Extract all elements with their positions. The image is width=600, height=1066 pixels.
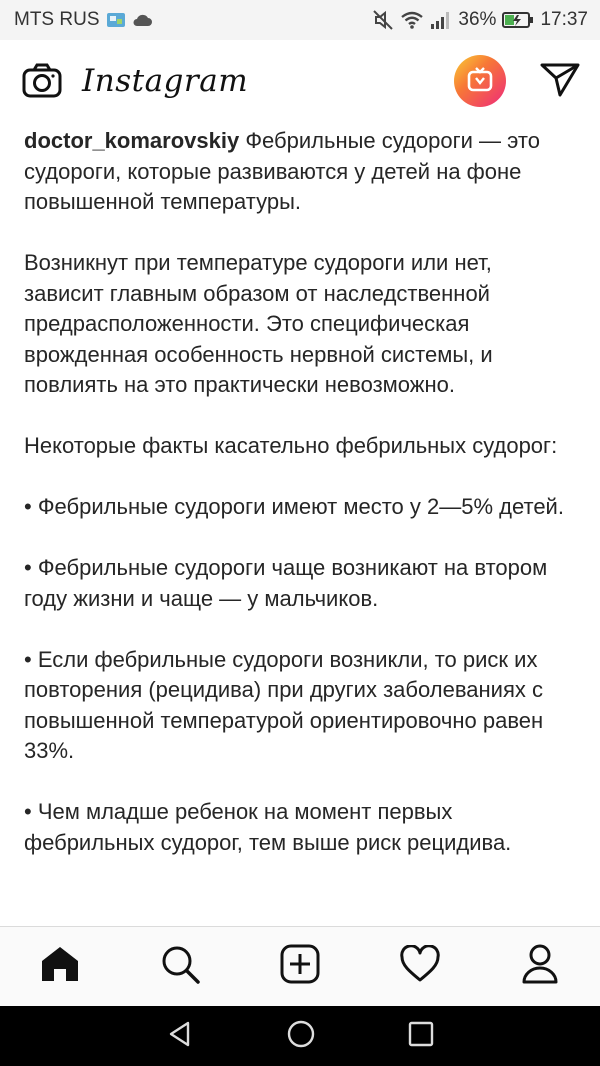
sim-app-icon bbox=[106, 11, 126, 29]
profile-icon bbox=[521, 944, 559, 989]
caption-paragraph: • Фебрильные судороги чаще возникают на втором году жизни и чаще — у мальчиков. bbox=[24, 555, 548, 611]
app-header bbox=[0, 40, 600, 122]
clock: 17:37 bbox=[540, 9, 588, 30]
camera-icon[interactable] bbox=[20, 59, 64, 103]
status-left bbox=[14, 9, 152, 31]
caption-intro bbox=[24, 126, 576, 218]
nav-home-button[interactable] bbox=[30, 937, 90, 997]
caption-paragraph: • Чем младше ребенок на момент первых фебрильных судорог, тем выше риск рецидива. bbox=[24, 799, 512, 855]
header-actions bbox=[454, 55, 580, 107]
caption-intro-text: Фебрильные судороги — это судороги, которые развиваются у детей на фоне повышенной температуры. bbox=[24, 128, 540, 214]
battery-percent: 36% bbox=[458, 9, 497, 30]
igtv-button[interactable] bbox=[454, 55, 506, 107]
system-nav-bar bbox=[0, 1006, 600, 1066]
wifi-icon bbox=[400, 10, 424, 30]
carrier-name: MTS RUS bbox=[14, 9, 100, 30]
nav-search-button[interactable] bbox=[150, 937, 210, 997]
post-caption bbox=[0, 122, 600, 926]
nav-profile-button[interactable] bbox=[510, 937, 570, 997]
caption-paragraph: • Фебрильные судороги имеют место у 2—5% детей. bbox=[24, 494, 564, 519]
caption-paragraph: • Если фебрильные судороги возникли, то риск их повторения (рецидива) при других заболеваниях с повышенной температурой ориентировочно равен 33%. bbox=[24, 646, 544, 763]
nav-add-button[interactable] bbox=[270, 937, 330, 997]
back-icon[interactable] bbox=[166, 1020, 194, 1053]
status-right bbox=[372, 9, 588, 31]
nav-activity-button[interactable] bbox=[390, 937, 450, 997]
recents-icon[interactable] bbox=[408, 1021, 434, 1052]
brand-logo: Instagram bbox=[82, 63, 249, 99]
status-bar bbox=[0, 0, 600, 40]
signal-icon bbox=[430, 10, 452, 30]
search-icon bbox=[160, 944, 200, 989]
igtv-icon bbox=[467, 66, 493, 97]
home-icon bbox=[40, 945, 80, 988]
post-username[interactable]: doctor_komarovskiy bbox=[24, 128, 240, 153]
heart-icon bbox=[399, 945, 441, 988]
mute-icon bbox=[372, 9, 394, 31]
cloud-icon bbox=[132, 13, 152, 27]
caption-paragraph: Возникнут при температуре судороги или нет, зависит главным образом от наследственной предрасположенности. Это специфическая врожденная особенность нервной системы, и повлиять на это практически невозможно. bbox=[24, 250, 493, 397]
bottom-nav bbox=[0, 926, 600, 1006]
caption-paragraph: Некоторые факты касательно фебрильных судорог: bbox=[24, 433, 558, 458]
home-circle-icon[interactable] bbox=[286, 1019, 316, 1054]
add-post-icon bbox=[280, 944, 320, 989]
battery-charging-icon bbox=[502, 11, 534, 29]
direct-message-icon[interactable] bbox=[540, 61, 580, 102]
